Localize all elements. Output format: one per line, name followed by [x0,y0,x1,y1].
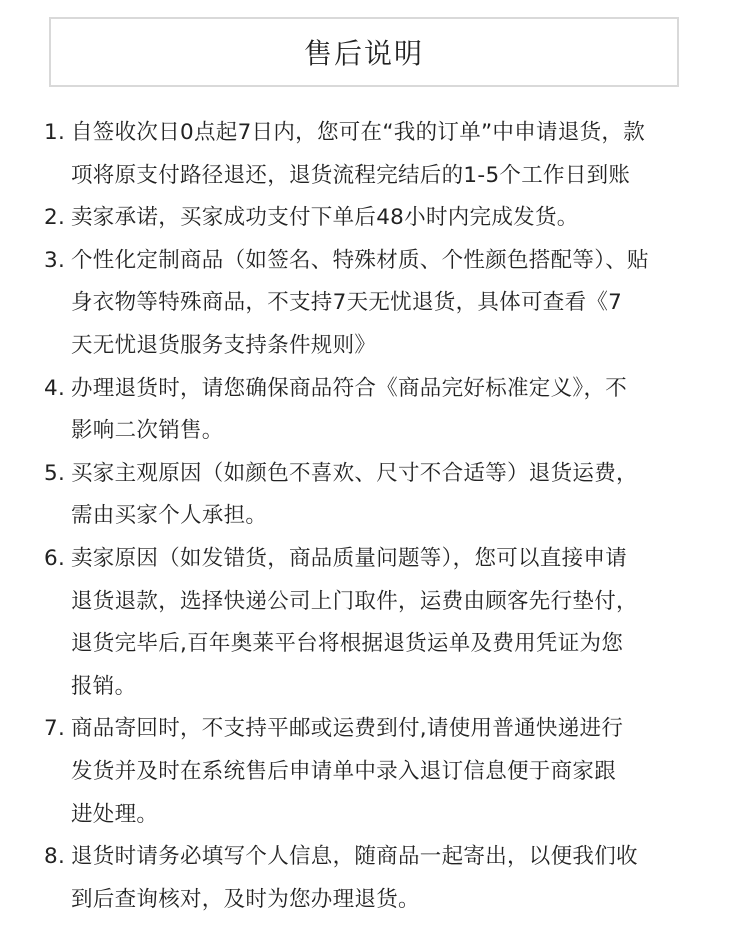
rule-item [44,453,704,538]
rule-text-line: 商品寄回时，不支持平邮或运费到付,请使用普通快递进行 [71,716,624,742]
rule-text-line: 买家主观原因（如颜色不喜欢、尺寸不合适等）退货运费， [71,460,638,486]
rule-number: 5. [44,460,66,486]
rule-text-line: 需由买家个人承担。 [71,503,268,529]
rule-text-line: 进处理。 [71,801,159,827]
rule-text-line: 天无忧退货服务支持条件规则》 [71,332,377,358]
rule-item [44,368,704,453]
rule-text-line: 身衣物等特殊商品，不支持7天无忧退货，具体可查看《7 [71,290,623,316]
rule-number: 3. [44,247,66,273]
rule-text-line: 退货完毕后,百年奥莱平台将根据退货运单及费用凭证为您 [71,631,624,657]
rule-text-line: 到后查询核对，及时为您办理退货。 [71,886,420,912]
after-sales-rules-list [44,112,704,921]
page-title: 售后说明 [303,37,424,70]
rule-text-line: 卖家原因（如发错货，商品质量问题等），您可以直接申请 [71,545,628,571]
rule-text-line: 发货并及时在系统售后申请单中录入退订信息便于商家跟 [71,758,617,784]
rule-number: 7. [44,716,66,742]
title-box [49,17,679,87]
rule-number: 8. [44,844,66,870]
rule-item [44,538,704,708]
rule-item [44,197,704,240]
rule-number: 1. [44,120,66,145]
rule-text-line: 自签收次日0点起7日内，您可在“我的订单”中申请退货，款 [71,120,646,145]
rule-text-line: 项将原支付路径退还，退货流程完结后的1-5个工作日到账 [71,162,631,188]
rule-number: 4. [44,375,66,401]
rule-text-line: 退货时请务必填写个人信息，随商品一起寄出，以便我们收 [71,844,638,870]
rule-text-line: 报销。 [71,673,137,699]
rule-item [44,708,704,836]
rule-text-line: 影响二次销售。 [71,418,224,444]
rule-number: 6. [44,545,66,571]
rule-item [44,836,704,921]
rule-number: 2. [44,205,66,231]
rule-text-line: 个性化定制商品（如签名、特殊材质、个性颜色搭配等）、贴 [71,247,649,273]
rule-text-line: 退货退款，选择快递公司上门取件，运费由顾客先行垫付， [71,588,638,614]
rule-item [44,112,704,197]
rule-text-line: 卖家承诺，买家成功支付下单后48小时内完成发货。 [71,205,579,231]
rule-item [44,240,704,368]
rule-text-line: 办理退货时，请您确保商品符合《商品完好标准定义》，不 [71,375,628,401]
